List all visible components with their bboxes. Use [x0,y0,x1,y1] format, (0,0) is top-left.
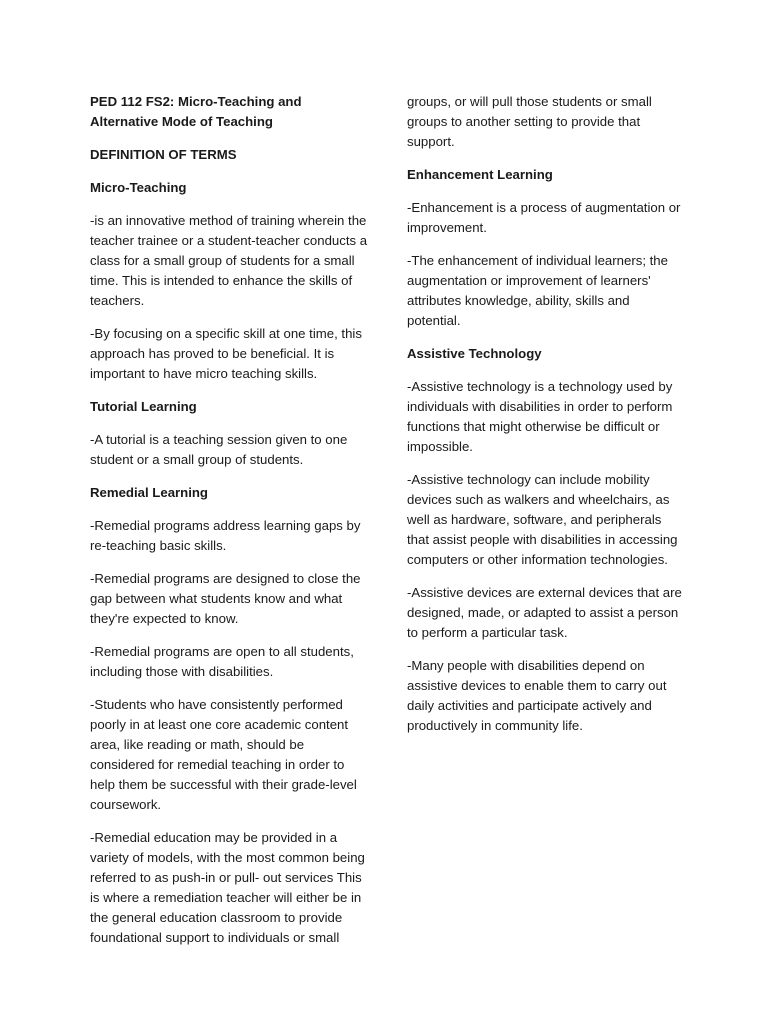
document-title: PED 112 FS2: Micro-Teaching and Alternative Mode of Teaching [90,94,302,129]
paragraph: -Assistive devices are external devices that are designed, made, or adapted to assist a person to perform a particular task. [407,585,682,640]
heading-remedial-learning: Remedial Learning [90,485,208,500]
paragraph: -Enhancement is a process of augmentation or improvement. [407,200,681,235]
paragraph: -Remedial programs are open to all students, including those with disabilities. [90,644,354,679]
paragraph: -Assistive technology is a technology used by individuals with disabilities in order to perform functions that might otherwise be difficult or impossible. [407,379,673,454]
paragraph-continued: groups, or will pull those students or small groups to another setting to provide that support. [407,94,652,149]
paragraph: -Remedial programs are designed to close the gap between what students know and what they're expected to know. [90,571,361,626]
paragraph: -Students who have consistently performed poorly in at least one core academic content area, like reading or math, should be considered for remedial teaching in order to help them be successful with their grade-level coursework. [90,697,357,812]
paragraph: -Remedial education may be provided in a variety of models, with the most common being referred to as push-in or pull- out services This is where a remediation teacher will either be in the general education classroom to provide foundational support to individuals or small [90,830,365,945]
paragraph: -is an innovative method of training wherein the teacher trainee or a student-teacher conducts a class for a small group of students for a small time. This is intended to enhance the skills of teachers. [90,213,368,308]
paragraph: -The enhancement of individual learners; the augmentation or improvement of learners' attributes knowledge, ability, skills and potential. [407,253,668,328]
paragraph: -Many people with disabilities depend on assistive devices to enable them to carry out daily activities and participate actively and productively in community life. [407,658,667,733]
heading-micro-teaching: Micro-Teaching [90,180,187,195]
paragraph: -Remedial programs address learning gaps by re-teaching basic skills. [90,518,361,553]
heading-tutorial-learning: Tutorial Learning [90,399,197,414]
paragraph: -Assistive technology can include mobility devices such as walkers and wheelchairs, as well as hardware, software, and peripherals that assist people with disabilities in accessing computers or other information technologies. [407,472,678,567]
paragraph: -By focusing on a specific skill at one time, this approach has proved to be beneficial. It is important to have micro teaching skills. [90,326,362,381]
heading-enhancement-learning: Enhancement Learning [407,167,553,182]
heading-assistive-technology: Assistive Technology [407,346,542,361]
paragraph: -A tutorial is a teaching session given to one student or a small group of students. [90,432,348,467]
right-column [407,92,685,749]
section-heading-definition-of-terms: DEFINITION OF TERMS [90,147,237,162]
left-column [90,92,370,961]
